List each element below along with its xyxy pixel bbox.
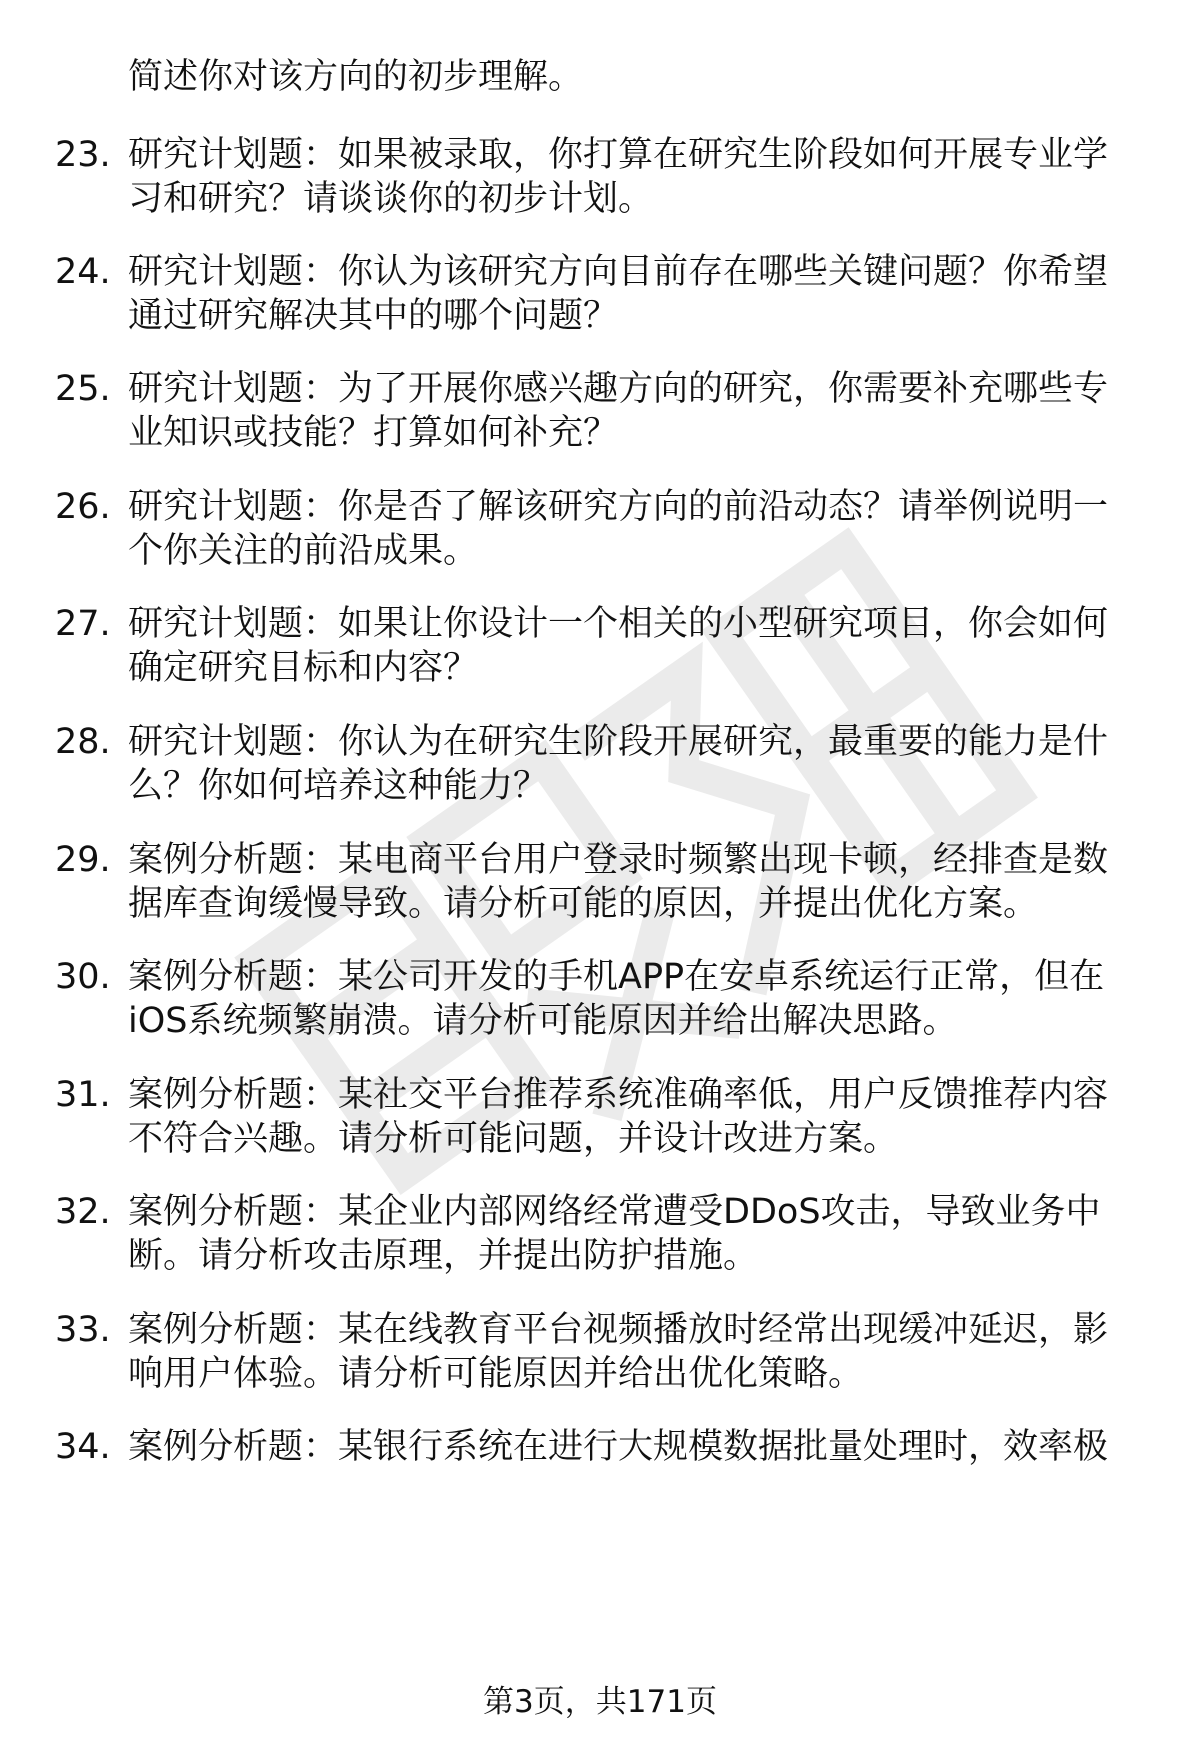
item-number: 29.	[55, 840, 111, 880]
item-text-line: 研究计划题：你是否了解该研究方向的前沿动态？请举例说明一	[128, 487, 1109, 527]
item-text-line: 研究计划题：如果被录取，你打算在研究生阶段如何开展专业学	[128, 135, 1109, 175]
item-text-line: 研究计划题：你认为在研究生阶段开展研究，最重要的能力是什	[128, 722, 1109, 762]
item-text-line: 响用户体验。请分析可能原因并给出优化策略。	[128, 1354, 864, 1394]
item-text-line: 不符合兴趣。请分析可能问题，并设计改进方案。	[128, 1119, 899, 1159]
continuation-line	[0, 55, 1200, 99]
item-number: 31.	[55, 1075, 111, 1115]
item-text-line: 案例分析题：某银行系统在进行大规模数据批量处理时，效率极	[128, 1427, 1109, 1467]
item-text-line: iOS系统频繁崩溃。请分析可能原因并给出解决思路。	[128, 1001, 958, 1041]
item-text-line: 据库查询缓慢导致。请分析可能的原因，并提出优化方案。	[128, 884, 1039, 924]
item-text-line: 案例分析题：某企业内部网络经常遭受DDoS攻击，导致业务中	[128, 1192, 1101, 1232]
item-text-line: 案例分析题：某电商平台用户登录时频繁出现卡顿，经排查是数	[128, 840, 1109, 880]
item-text-line: 案例分析题：某公司开发的手机APP在安卓系统运行正常，但在	[128, 957, 1105, 997]
item-number: 33.	[55, 1310, 111, 1350]
item-text-line: 案例分析题：某社交平台推荐系统准确率低，用户反馈推荐内容	[128, 1075, 1109, 1115]
item-number: 23.	[55, 135, 111, 175]
item-text-line: 研究计划题：为了开展你感兴趣方向的研究，你需要补充哪些专	[128, 369, 1109, 409]
item-number: 27.	[55, 604, 111, 644]
item-number: 24.	[55, 252, 111, 292]
item-number: 30.	[55, 957, 111, 997]
item-text-line: 确定研究目标和内容？	[128, 648, 479, 688]
item-text-line: 么？你如何培养这种能力？	[128, 766, 549, 806]
item-number: 25.	[55, 369, 111, 409]
item-text-line: 断。请分析攻击原理，并提出防护措施。	[128, 1236, 759, 1276]
item-text-line: 通过研究解决其中的哪个问题？	[128, 296, 619, 336]
continuation-text: 简述你对该方向的初步理解。	[128, 57, 584, 97]
item-number: 28.	[55, 722, 111, 762]
item-text-line: 研究计划题：你认为该研究方向目前存在哪些关键问题？你希望	[128, 252, 1109, 292]
item-number: 26.	[55, 487, 111, 527]
item-text-line: 案例分析题：某在线教育平台视频播放时经常出现缓冲延迟，影	[128, 1310, 1109, 1350]
item-text-line: 研究计划题：如果让你设计一个相关的小型研究项目，你会如何	[128, 604, 1109, 644]
item-number: 32.	[55, 1192, 111, 1232]
page-number-footer: 第3页，共171页	[483, 1684, 717, 1720]
item-text-line: 业知识或技能？打算如何补充？	[128, 413, 619, 453]
item-text-line: 习和研究？请谈谈你的初步计划。	[128, 179, 654, 219]
item-number: 34.	[55, 1427, 111, 1467]
item-text-line: 个你关注的前沿成果。	[128, 531, 479, 571]
